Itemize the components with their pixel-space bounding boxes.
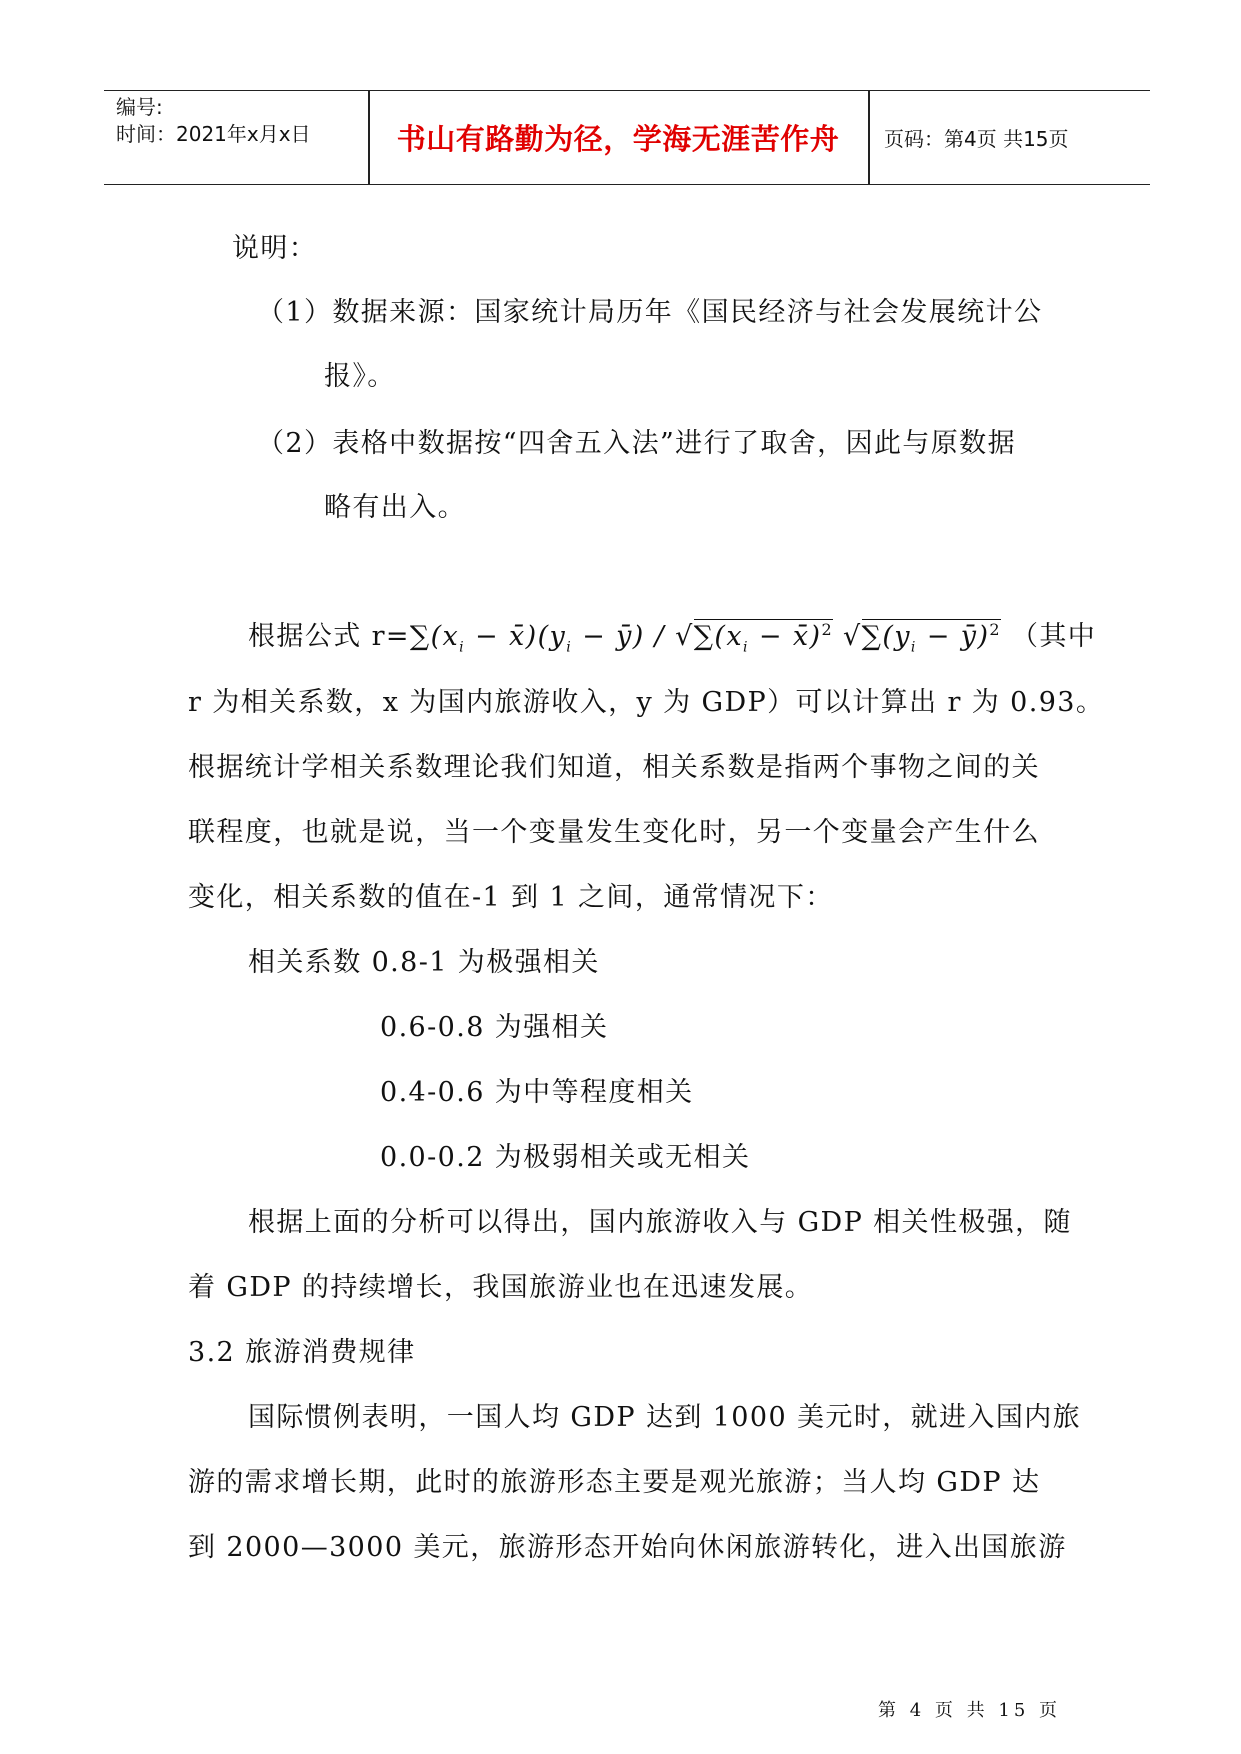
paragraph-3-line-2: 游的需求增长期，此时的旅游形态主要是观光旅游；当人均 GDP 达: [188, 1467, 1041, 1498]
paragraph-3-line-1: 国际惯例表明，一国人均 GDP 达到 1000 美元时，就进入国内旅: [248, 1402, 1082, 1433]
correlation-scale-4: 0.0-0.2 为极弱相关或无相关: [380, 1142, 751, 1173]
serial-number-label: 编号:: [116, 95, 163, 119]
note-item-1-line-1: （1）数据来源：国家统计局历年《国民经济与社会发展统计公: [257, 297, 1043, 328]
formula-line: [248, 614, 1096, 655]
correlation-formula: $\sum(x_i$ − $x̄)(y_i$ − ȳ) / $√\sum(x_i$ − x̄)$^2$ $√\sum(y_i$ − ȳ)$^2$: [409, 620, 1001, 656]
note-item-1-line-2: 报》。: [324, 361, 396, 392]
paragraph-1-line-4: 联程度，也就是说，当一个变量发生变化时，另一个变量会产生什么: [188, 817, 1040, 848]
header-motto: 书山有路勤为径，学海无涯苦作舟: [396, 122, 840, 156]
note-item-2-line-2: 略有出入。: [324, 492, 466, 523]
page-header: [104, 90, 1150, 185]
formula-prefix: 根据公式 r=: [248, 621, 410, 652]
section-heading: 3.2 旅游消费规律: [188, 1337, 416, 1368]
header-meta-cell: [104, 91, 368, 184]
paragraph-1-line-5: 变化，相关系数的值在-1 到 1 之间，通常情况下：: [188, 882, 834, 913]
correlation-scale-1: 相关系数 0.8-1 为极强相关: [248, 947, 600, 978]
paragraph-2-line-2: 着 GDP 的持续增长，我国旅游业也在迅速发展。: [188, 1272, 814, 1303]
correlation-scale-3: 0.4-0.6 为中等程度相关: [380, 1077, 694, 1108]
paragraph-3-line-3: 到 2000—3000 美元，旅游形态开始向休闲旅游转化，进入出国旅游: [188, 1532, 1067, 1563]
header-page-info: 页码：第4页 共15页: [884, 127, 1069, 151]
paragraph-1-line-3: 根据统计学相关系数理论我们知道，相关系数是指两个事物之间的关: [188, 752, 1040, 783]
formula-suffix: （其中: [1010, 621, 1097, 652]
time-label: 时间：2021年x月x日: [116, 122, 311, 146]
notes-title: 说明：: [232, 233, 318, 264]
correlation-scale-2: 0.6-0.8 为强相关: [380, 1012, 609, 1043]
paragraph-1-line-2: r 为相关系数，x 为国内旅游收入，y 为 GDP）可以计算出 r 为 0.93。: [188, 687, 1105, 718]
paragraph-2-line-1: 根据上面的分析可以得出，国内旅游收入与 GDP 相关性极强，随: [248, 1207, 1072, 1238]
note-item-2-line-1: （2）表格中数据按“四舍五入法”进行了取舍，因此与原数据: [257, 428, 1016, 459]
page-footer-number: 第 4 页 共 15 页: [878, 1700, 1061, 1721]
